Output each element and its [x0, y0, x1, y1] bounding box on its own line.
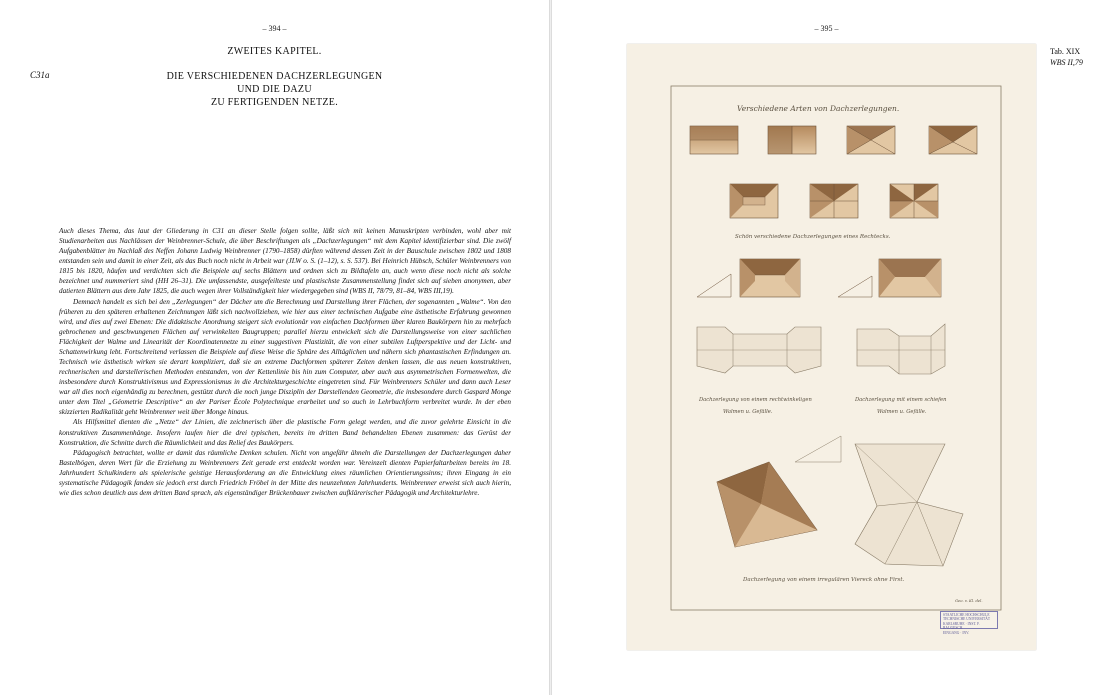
chapter-title-line-3: ZU FERTIGENDEN NETZE. — [210, 97, 339, 108]
paragraph-1: Auch dieses Thema, das laut der Gliederung in C31 an dieser Stelle folgen sollte, läßt sich mit keinen Manuskripten verbinden, wohl aber mit Studienarbeiten aus Nachlässen der Weinbrenner-Schule, die über Beschriftungen als „Dachzerlegungen“ mit dem Kapitel identifizierbar sind. Die zwölf Aufgabenblätter im Nachlaß des Neffen Johann Ludwig Weinbrenner (1790–1858) dürften während dessen Zeit in der Bauschule zwischen 1802 und 1808 entstanden sein und damit in einer Zeit, als das Buch noch nicht in Arbeit war (JLW o. S. (1–12), s. S. 537). Bei Heinrich Hübsch, Schüler Weinbrenners von 1815 bis 1820, häufen und verdichten sich die Beispiele auf sechs Blättern und ordnen sich zu Bildtafeln an, auch wenn diese noch nicht als solche bezeichnet und nummeriert sind (HH 26–31). Die umfassendste, ausgefeilteste und plastischste Zusammenstellung findet sich auf sieben anonymen, aber datierten Blättern aus dem Jahr 1825, die auch wegen ihrer Vollständigkeit hier wiedergegeben sind (WBS II, 78/79, 81–84, WBS III,19). — [59, 227, 511, 296]
roof-row-1 — [690, 126, 977, 154]
drawing-plate — [627, 44, 1036, 650]
caption-row-2: Schön verschiedene Dachzerlegungen eines Rechtecks. — [735, 234, 891, 240]
roof-hipped-3 — [740, 259, 800, 297]
roof-pyramid — [847, 126, 895, 154]
caption-net-left-2: Walmen u. Gefälle. — [723, 409, 773, 415]
tab-label — [1050, 46, 1083, 68]
plate-drawing — [627, 44, 1036, 650]
plate-heading: Verschiedene Arten von Dachzerlegungen. — [737, 104, 900, 113]
left-page — [0, 0, 549, 695]
caption-net-right-1: Dachzerlegung mit einem schiefen — [855, 397, 947, 403]
archive-stamp: STAATLICHE HOCHSCHULE TECHNISCHE UNIVERSITÄT KARLSRUHE · INST. F. BAUGESCH. EINGANG · INV. — [940, 611, 998, 629]
tab-number: Tab. XIX — [1050, 47, 1081, 56]
roof-net-irregular — [855, 444, 963, 566]
roof-gable — [690, 126, 738, 154]
roof-cross — [890, 184, 938, 218]
caption-net-right-2: Walmen u. Gefälle. — [877, 409, 927, 415]
paragraph-4: Pädagogisch betrachtet, wollte er damit das räumliche Denken schulen. Nicht von ungefähr ähneln die Darstellungen der Dachzerlegungen daher Bastelbögen, deren Wert für die Erziehung zu Weinbrenners Zeit gerade erst entdeckt worden war. Vereinzelt dienten Papierfaltarbeiten bereits im 18. Jahrhundert Schulkindern als spielerische geistige Herausforderung an die Entwicklung eines räumlichen Orientierungssinns; ihren Eingang in ein systematische Pädagogik fanden sie jedoch erst durch Friedrich Fröbel in der Mitte des neunzehnten Jahrhunderts. Weinbrenner erweist sich auch hierin, wie dies schon deutlich aus dem dritten Band sprach, als eigenständiger Brückenbauer zwischen aufklärerischer Pädagogik und Architekturlehre. — [59, 448, 511, 498]
roof-row-3 — [697, 259, 941, 297]
paragraph-3: Als Hilfsmittel dienten die „Netze“ der Linien, die zeichnerisch über die plastische Form gelegt werden, und die zuvor gelehrte Einsicht in die konstruktiven Zusammenhänge. Insofern laufen hier die drei typischen, bereits im dritten Band behandelten Ebenen zusammen: das Gerüst der Konstruktion, die Schnitte durch die Räumlichkeit und das Relief des Baukörpers. — [59, 418, 511, 447]
chapter-title — [0, 70, 549, 109]
plate-signature: Geo. v. Kl. del. — [955, 598, 983, 603]
chapter-title-line-2: UND DIE DAZU — [237, 84, 312, 95]
paragraph-2: Demnach handelt es sich bei den „Zerlegungen“ der Dächer um die Berechnung und Darstellung ihrer Flächen, der sogenannten „Walme“. Von den früheren zu den späteren erhaltenen Zeichnungen läßt sich nachvollziehen, wie hier aus einer technischen Aufgabe eine ästhetische Erfahrung gewonnen wird, und dies auf zwei Ebenen: Die didaktische Anordnung steigert sich evolutionär von einfachen Dachformen über klaren Baukörpern hin zu mehrfach gebrochenen und geschwungenen Flächen auf verwinkelten Baugruppen; parallel hierzu entwickelt sich die Darstellungsweise von einer sachlichen Flächigkeit der Walme und Linearität der Koordinatennetze zu einer suggestiven Plastizität, die von einer subtilen Luftperspektive und der Licht- und Schattenwirkung lebt. Fortschreitend verlassen die Beispiele auf diese Weise die Sphäre des Alltäglichen und nähern sich phantastischen Erfindungen an. Technisch wie ästhetisch wirken sie derart kompliziert, daß sie an extreme Dachformen späterer Zeiten denken lassen, die aus neuen konstruktiven, rechnerischen und darstellerischen Methoden entstanden, von der Kettenlinie bis hin zum Computer, aber auch aus asymmetrischen Formenwelten, die insbesondere durch Konstruktivismus und Expressionismus in die Architekturgeschichte eingetreten sind. Für Weinbrenners Schüler und dann auch Leser war all dies noch eigenhändig zu berechnen, gestützt durch die noch junge Disziplin der Darstellenden Geometrie, die insbesondere durch Gaspard Monge unter dem Titel „Géometrie Descriptive“ an der Pariser École Polytechnique erarbeitet und so auch in Lehrbuchform verbreitet wurde. In der eben skizzierten Radikalität geht Weinbrenner weit über Monge hinaus. — [59, 297, 511, 417]
roof-hipped-2 — [730, 184, 778, 218]
tab-reference: WBS II,79 — [1050, 58, 1083, 67]
roof-net-right — [857, 324, 945, 374]
slope-triangle-lower — [795, 436, 841, 462]
roof-hipped-4 — [879, 259, 941, 297]
slope-triangle-right — [838, 276, 872, 297]
chapter-title-line-1: DIE VERSCHIEDENEN DACHZERLEGUNGEN — [166, 71, 383, 82]
roof-net-left — [697, 327, 821, 373]
chapter-label: ZWEITES KAPITEL. — [227, 46, 322, 57]
caption-bottom: Dachzerlegung von einem irregulären Viereck ohne First. — [743, 577, 905, 583]
page-number-right: – 395 – — [814, 24, 839, 33]
roof-shed — [768, 126, 816, 154]
page-number-left: – 394 – — [262, 24, 287, 33]
caption-net-left-1: Dachzerlegung von einem rechtwinkeligen — [699, 397, 812, 403]
roof-hipped-1 — [929, 126, 977, 154]
roof-net-row — [697, 324, 945, 374]
side-mark: C31a — [30, 70, 50, 80]
roof-row-2 — [730, 184, 938, 218]
roof-star — [810, 184, 858, 218]
roof-irregular — [717, 462, 817, 547]
slope-triangle-left — [697, 274, 731, 297]
body-text — [59, 226, 511, 498]
